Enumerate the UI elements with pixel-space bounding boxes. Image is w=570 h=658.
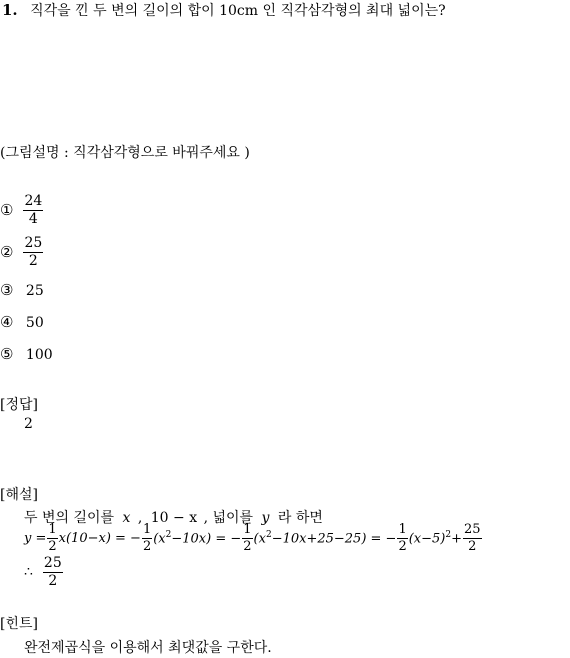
numerator: 25 xyxy=(43,555,62,571)
choice-4[interactable] xyxy=(0,313,44,331)
choice-5[interactable] xyxy=(0,345,53,363)
denominator: 2 xyxy=(468,538,477,554)
choice-5-marker: ⑤ xyxy=(0,345,14,363)
expression-10-minus-x: 10 − x xyxy=(150,510,198,526)
variable-y: y xyxy=(261,510,270,526)
question-number: 1. xyxy=(2,1,18,19)
denominator: 2 xyxy=(398,538,407,554)
choice-1-numerator: 24 xyxy=(24,193,43,209)
eq-fraction-5 xyxy=(463,523,482,553)
choice-4-marker: ④ xyxy=(0,313,14,331)
comma: , xyxy=(137,510,143,526)
choice-3[interactable] xyxy=(0,281,44,299)
choice-2[interactable] xyxy=(0,236,43,268)
numerator: 1 xyxy=(243,522,252,537)
solution-equation xyxy=(24,523,482,553)
denominator: 2 xyxy=(243,538,252,554)
choice-1-denominator: 4 xyxy=(28,210,38,227)
eq-part-1: x(10−x) = − xyxy=(58,530,141,546)
numerator: 1 xyxy=(142,522,152,537)
answer-header: [정답] xyxy=(0,397,38,413)
denominator: 2 xyxy=(48,538,57,554)
exponent: 2 xyxy=(265,529,272,540)
eq-text: (x xyxy=(153,531,166,547)
eq-text: (x−5) xyxy=(408,531,446,547)
hint-header: [힌트] xyxy=(0,616,38,632)
exponent: 2 xyxy=(165,529,172,540)
solution-result xyxy=(24,556,63,588)
exponent: 2 xyxy=(445,529,452,540)
numerator: 25 xyxy=(464,522,481,537)
choice-2-fraction xyxy=(23,236,43,268)
image-note: (그림설명 : 직각삼각형으로 바꿔주세요 ) xyxy=(0,145,250,161)
eq-fraction-4 xyxy=(397,523,407,553)
answer-value: 2 xyxy=(24,416,33,432)
therefore-symbol: ∴ xyxy=(24,564,33,581)
eq-part-4 xyxy=(409,530,462,546)
numerator: 1 xyxy=(398,522,407,537)
choice-2-numerator: 25 xyxy=(24,235,43,251)
eq-text: −10x) = − xyxy=(171,531,242,547)
question-text: 직각을 낀 두 변의 길이의 합이 10cm 인 직각삼각형의 최대 넓이는? xyxy=(30,3,446,19)
question-line xyxy=(2,0,446,20)
eq-fraction-3 xyxy=(242,523,252,553)
choice-5-value: 100 xyxy=(25,347,53,363)
denominator: 2 xyxy=(48,572,58,589)
solution-text: 두 변의 길이를 xyxy=(24,510,115,526)
eq-text: + xyxy=(451,531,463,547)
solution-text: 라 하면 xyxy=(277,510,323,526)
choice-2-marker: ② xyxy=(0,243,14,262)
choice-3-marker: ③ xyxy=(0,281,14,299)
choice-3-value: 25 xyxy=(25,283,44,299)
eq-part-2 xyxy=(153,530,241,546)
solution-header: [해설] xyxy=(0,487,38,503)
choice-1-fraction xyxy=(23,194,43,226)
denominator: 2 xyxy=(142,538,152,554)
solution-text: , 넓이를 xyxy=(203,510,254,526)
eq-fraction-2 xyxy=(142,523,152,553)
hint-text: 완전제곱식을 이용해서 최댓값을 구한다. xyxy=(24,640,272,656)
eq-text: (x xyxy=(253,531,266,547)
eq-text: −10x+25−25) = − xyxy=(271,531,397,547)
choice-1[interactable] xyxy=(0,194,43,226)
eq-fraction-1 xyxy=(47,523,57,553)
result-fraction xyxy=(43,556,63,588)
choice-2-denominator: 2 xyxy=(28,252,38,269)
variable-x: x xyxy=(122,510,131,526)
choice-1-marker: ① xyxy=(0,201,14,220)
numerator: 1 xyxy=(48,522,57,537)
eq-part-3 xyxy=(254,530,397,546)
choice-4-value: 50 xyxy=(25,315,44,331)
eq-lhs: y = xyxy=(24,530,47,546)
